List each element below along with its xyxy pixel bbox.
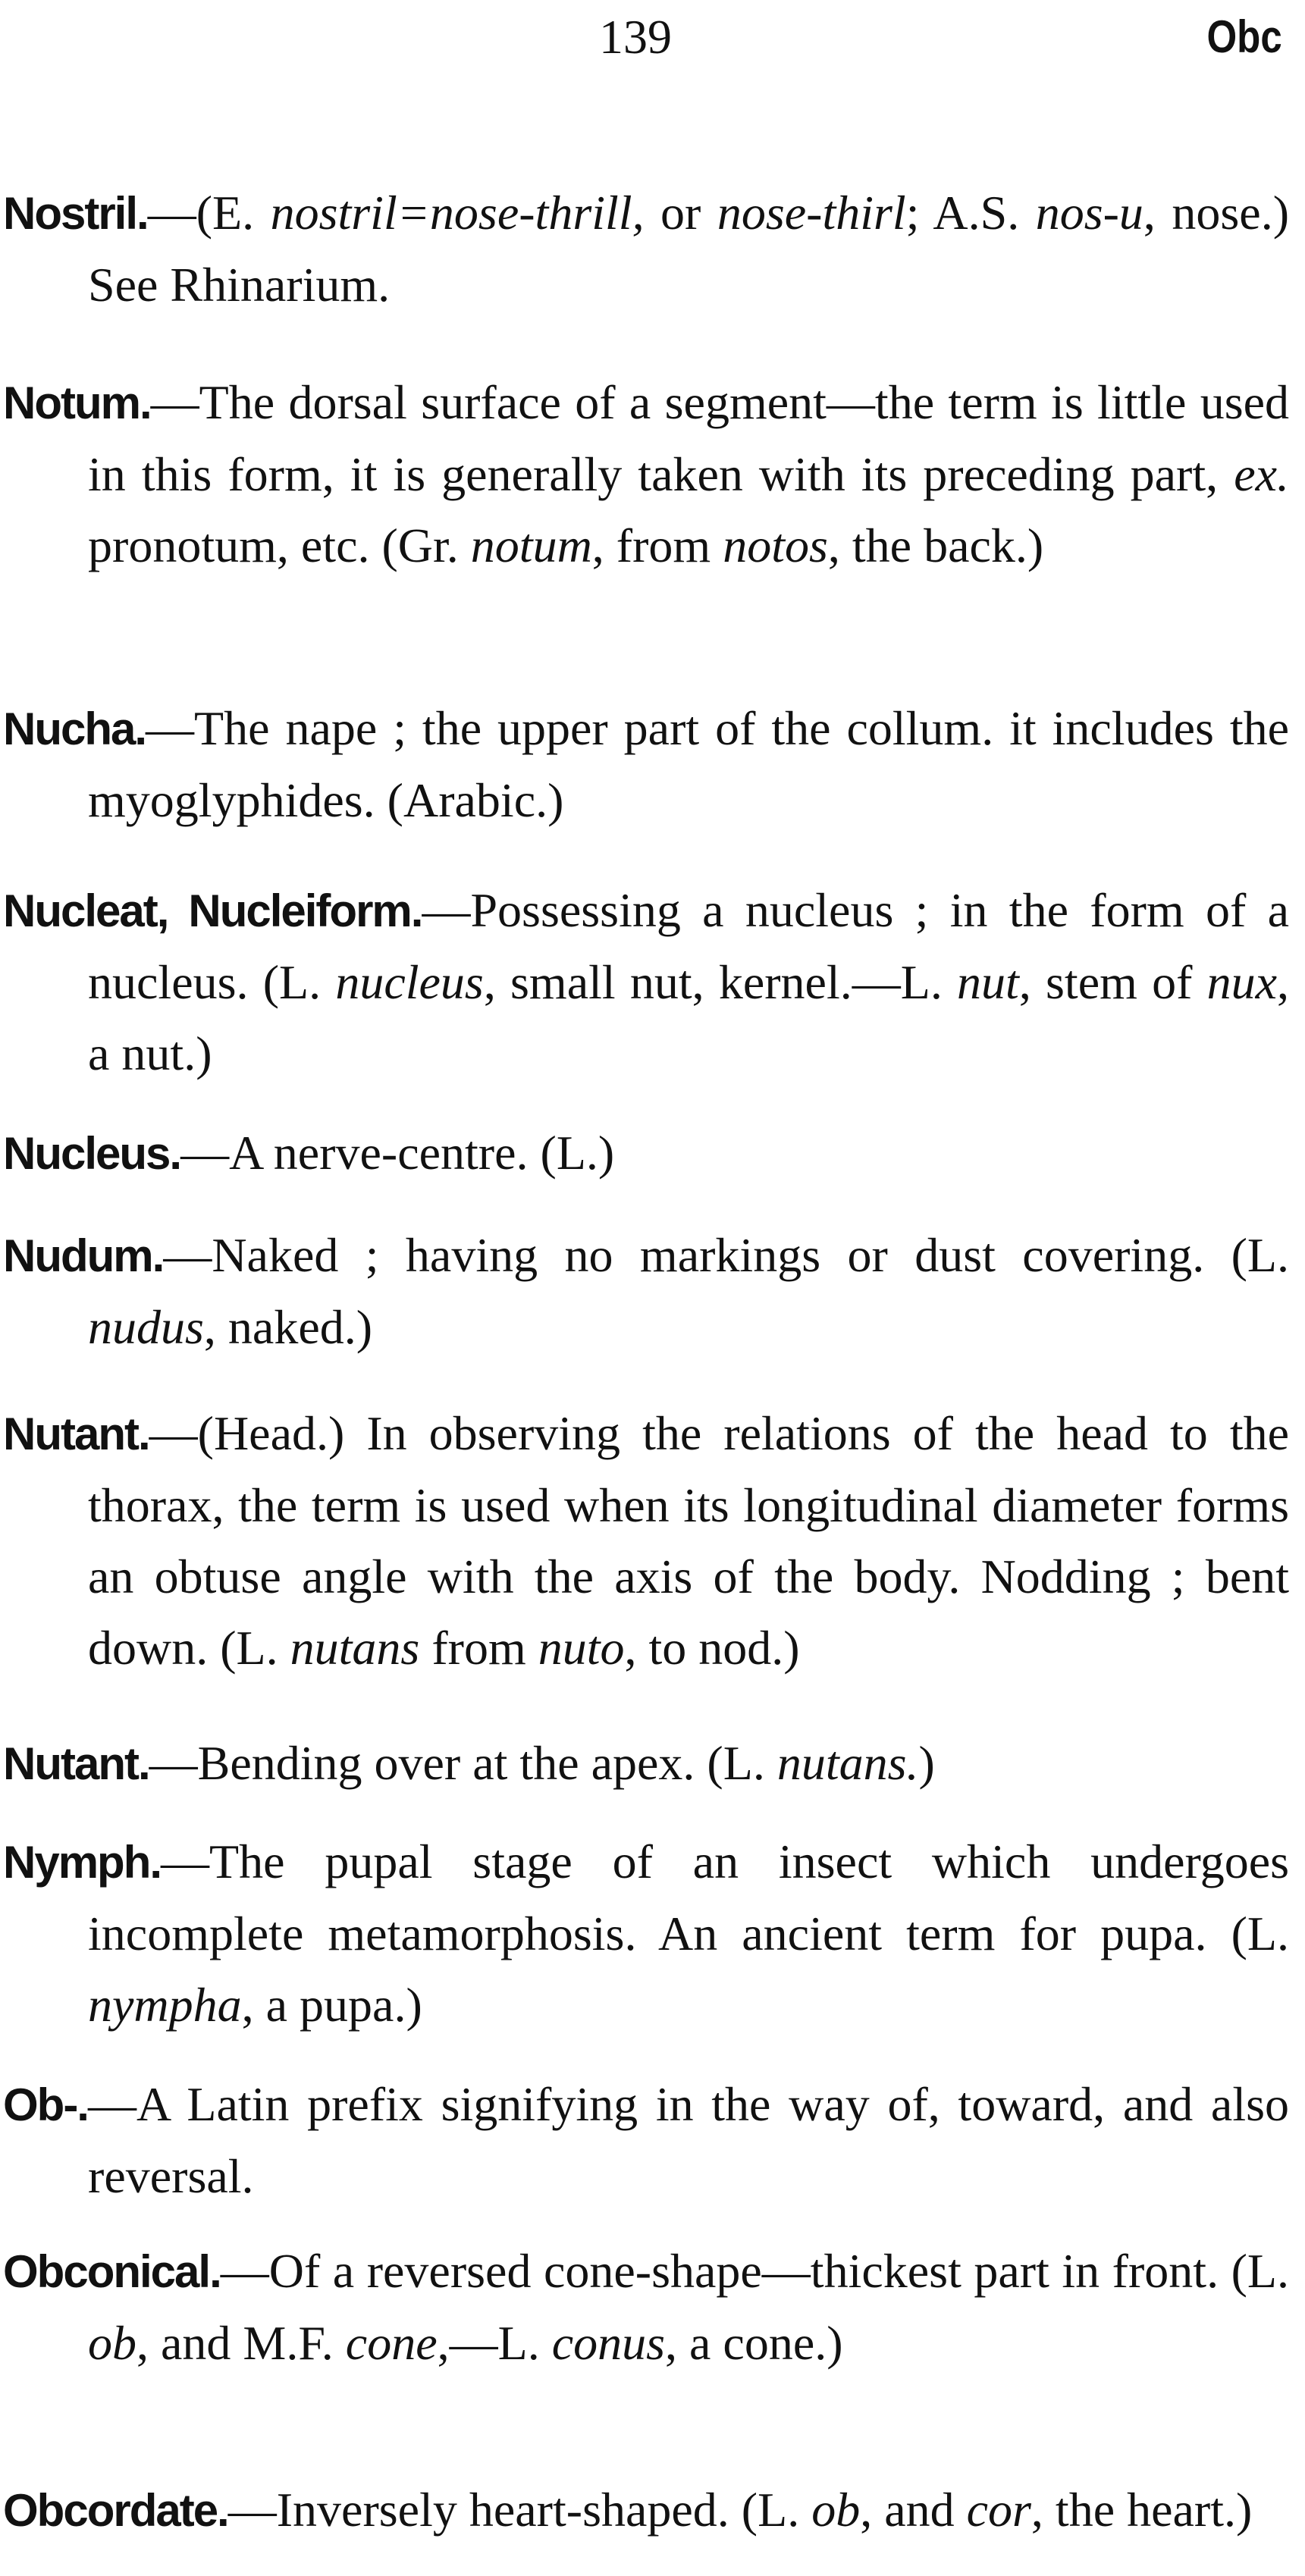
entry-headword: Nymph. — [3, 1837, 162, 1888]
entry-headword: Nucleat, Nucleiform. — [3, 885, 422, 936]
guide-word: Obc — [1206, 11, 1282, 62]
running-head — [0, 3, 1305, 71]
entry-headword: Notum. — [3, 378, 151, 428]
entry-headword: Nucha. — [3, 704, 146, 754]
entry-headword: Nutant. — [3, 1738, 149, 1789]
entry-obcordate: Obcordate.—Inversely heart-shaped. (L. ob, and cor, the heart.) — [3, 2483, 1253, 2537]
entry-headword: Nucleus. — [3, 1128, 181, 1179]
page-number: 139 — [599, 10, 672, 64]
entry-nucleat: Nucleat, Nucleiform.—Possessing a nucleus ; in the form of a nucleus. (L. nucleus, small nut, kernel.—L. nut, stem of nux, a nut.) — [3, 883, 1290, 1080]
entry-obconical: Obconical.—Of a reversed cone-shape—thickest part in front. (L. ob, and M.F. cone,—L. conus, a cone.) — [3, 2244, 1289, 2370]
entry-nutant-head: Nutant.—(Head.) In observing the relations of the head to the thorax, the term is used when its longitudinal diameter forms an obtuse angle with the axis of the body. Nodding ; bent down. (L. nutans from nuto, to nod.) — [3, 1406, 1289, 1675]
entry-nucha: Nucha.—The nape ; the upper part of the collum. it includes the myoglyphides. (Arabic.) — [3, 701, 1289, 827]
entry-headword: Obcordate. — [3, 2485, 228, 2536]
entry-ob: Ob-.—A Latin prefix signifying in the way of, toward, and also reversal. — [3, 2077, 1289, 2203]
entry-nostril: Nostril.—(E. nostril=nose-thrill, or nose-thirl; A.S. nos-u, nose.) See Rhinarium. — [3, 186, 1290, 312]
entry-headword: Nutant. — [3, 1409, 149, 1459]
entry-headword: Obconical. — [3, 2246, 221, 2297]
entry-nucleus: Nucleus.—A nerve-centre. (L.) — [3, 1126, 615, 1180]
entry-headword: Ob-. — [3, 2079, 88, 2130]
entry-nudum: Nudum.—Naked ; having no markings or dust covering. (L. nudus, naked.) — [3, 1228, 1289, 1354]
entry-headword: Nudum. — [3, 1230, 164, 1281]
entry-nymph: Nymph.—The pupal stage of an insect which undergoes incomplete metamorphosis. An ancient term for pupa. (L. nympha, a pupa.) — [3, 1835, 1289, 2032]
entry-headword: Nostril. — [3, 188, 148, 239]
entry-nutant-apex: Nutant.—Bending over at the apex. (L. nutans.) — [3, 1736, 935, 1790]
entry-notum: Notum.—The dorsal surface of a segment—the term is little used in this form, it is generally taken with its preceding part, ex. pronotum, etc. (Gr. notum, from notos, the back.) — [3, 375, 1289, 572]
